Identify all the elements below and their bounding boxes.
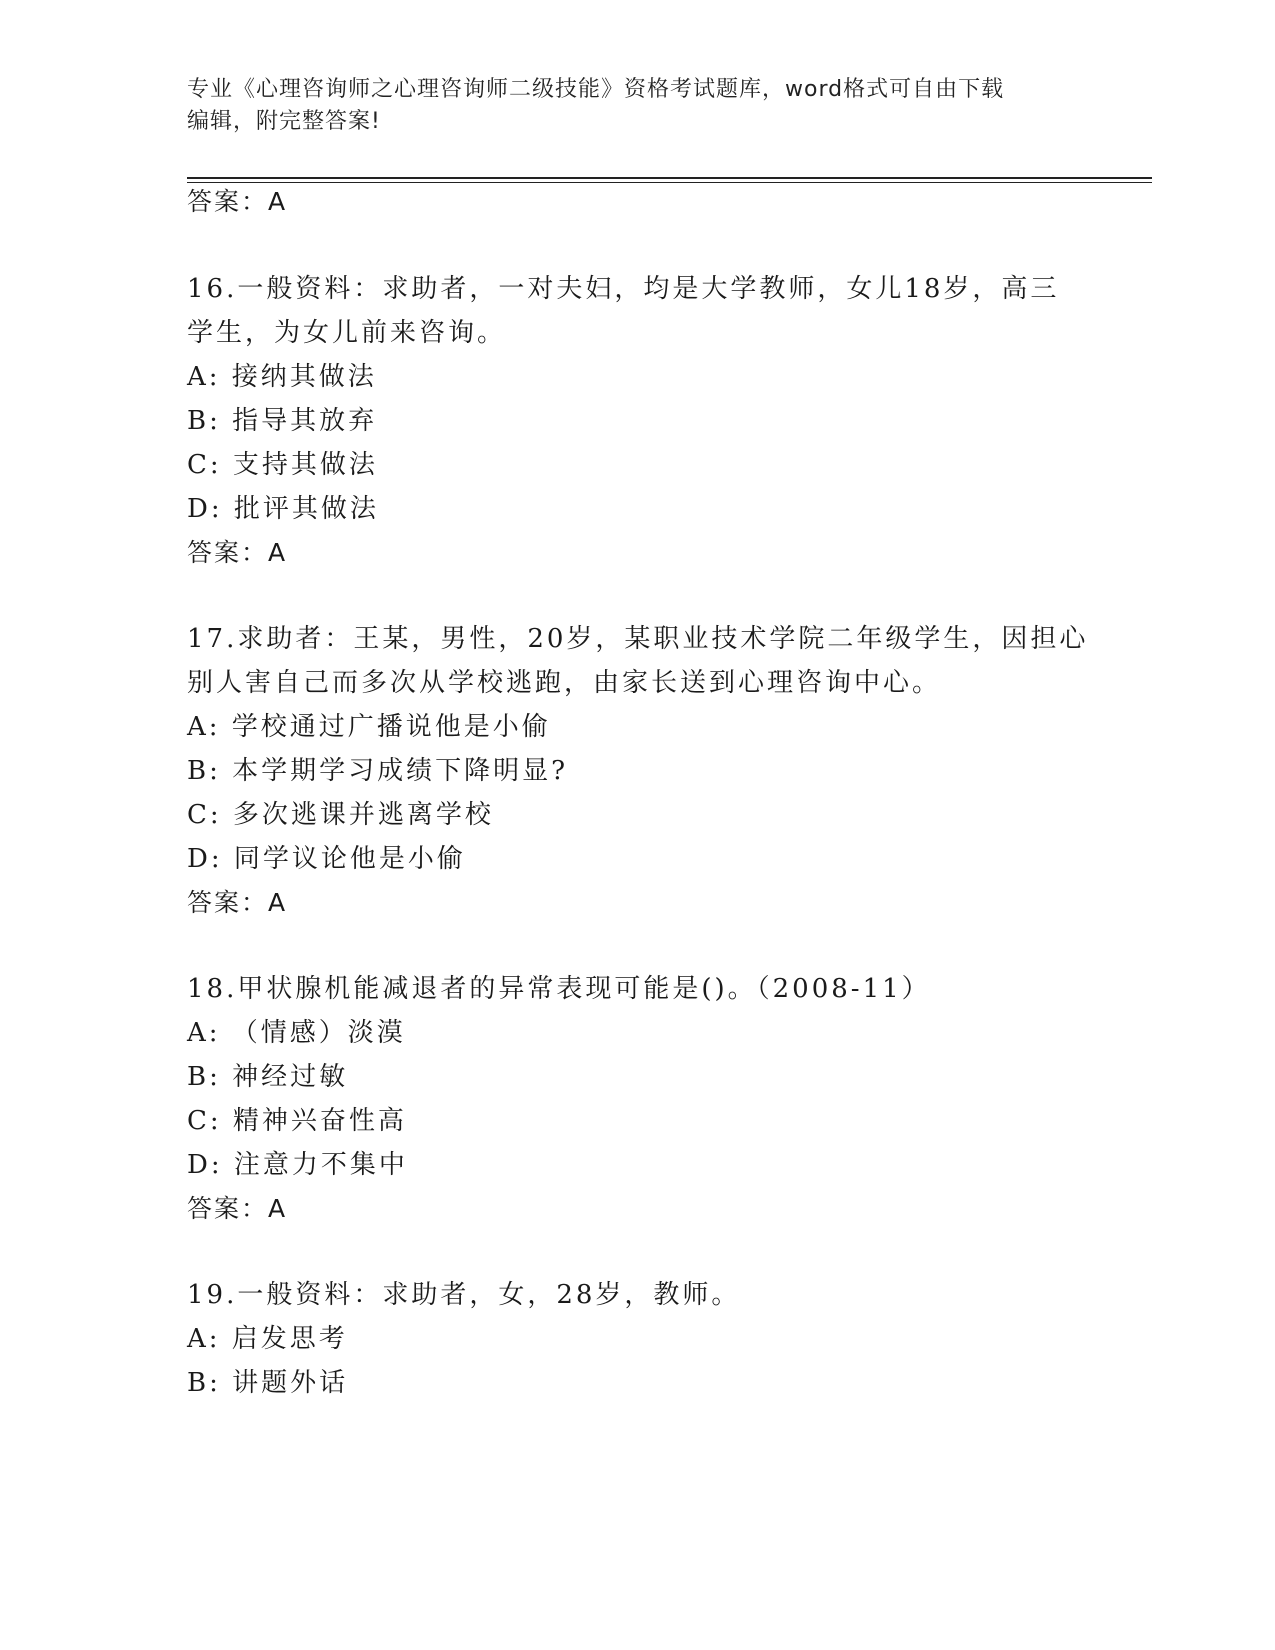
- header-line-2: 编辑，附完整答案!: [187, 109, 381, 134]
- question-17-option-d: D: 同学议论他是小偷: [187, 844, 466, 874]
- page-header: [187, 74, 1087, 138]
- header-line-1: 专业《心理咨询师之心理咨询师二级技能》资格考试题库，word格式可自由下载: [187, 77, 1005, 102]
- question-17-option-b: B: 本学期学习成绩下降明显?: [187, 756, 569, 786]
- question-18-option-d: D: 注意力不集中: [187, 1150, 408, 1180]
- question-18-option-c: C: 精神兴奋性高: [187, 1106, 407, 1136]
- question-17-option-a: A: 学校通过广播说他是小偷: [187, 712, 551, 742]
- question-18-option-b: B: 神经过敏: [187, 1062, 349, 1092]
- question-19-option-a: A: 启发思考: [187, 1324, 348, 1354]
- question-16-option-d: D: 批评其做法: [187, 494, 379, 524]
- question-18-stem-1: 18.甲状腺机能减退者的异常表现可能是()。（2008-11）: [187, 974, 931, 1004]
- question-16-option-a: A: 接纳其做法: [187, 362, 377, 392]
- question-17-option-c: C: 多次逃课并逃离学校: [187, 800, 494, 830]
- answer-15: 答案：A: [187, 187, 288, 216]
- question-18-option-a: A: （情感）淡漠: [187, 1018, 406, 1048]
- question-16-stem-1: 16.一般资料：求助者，一对夫妇，均是大学教师，女儿18岁，高三: [187, 274, 1060, 304]
- question-19-option-b: B: 讲题外话: [187, 1368, 349, 1398]
- answer-17: 答案：A: [187, 888, 288, 917]
- answer-18: 答案：A: [187, 1194, 288, 1223]
- question-19-stem-1: 19.一般资料：求助者，女，28岁，教师。: [187, 1280, 741, 1310]
- header-divider: [187, 177, 1152, 179]
- header-divider-thin: [187, 182, 1152, 183]
- question-16-stem-2: 学生，为女儿前来咨询。: [187, 318, 507, 348]
- question-16-option-c: C: 支持其做法: [187, 450, 378, 480]
- answer-16: 答案：A: [187, 538, 288, 567]
- question-17-stem-1: 17.求助者：王某，男性，20岁，某职业技术学院二年级学生，因担心: [187, 624, 1089, 654]
- question-16-option-b: B: 指导其放弃: [187, 406, 378, 436]
- question-17-stem-2: 别人害自己而多次从学校逃跑，由家长送到心理咨询中心。: [187, 668, 942, 698]
